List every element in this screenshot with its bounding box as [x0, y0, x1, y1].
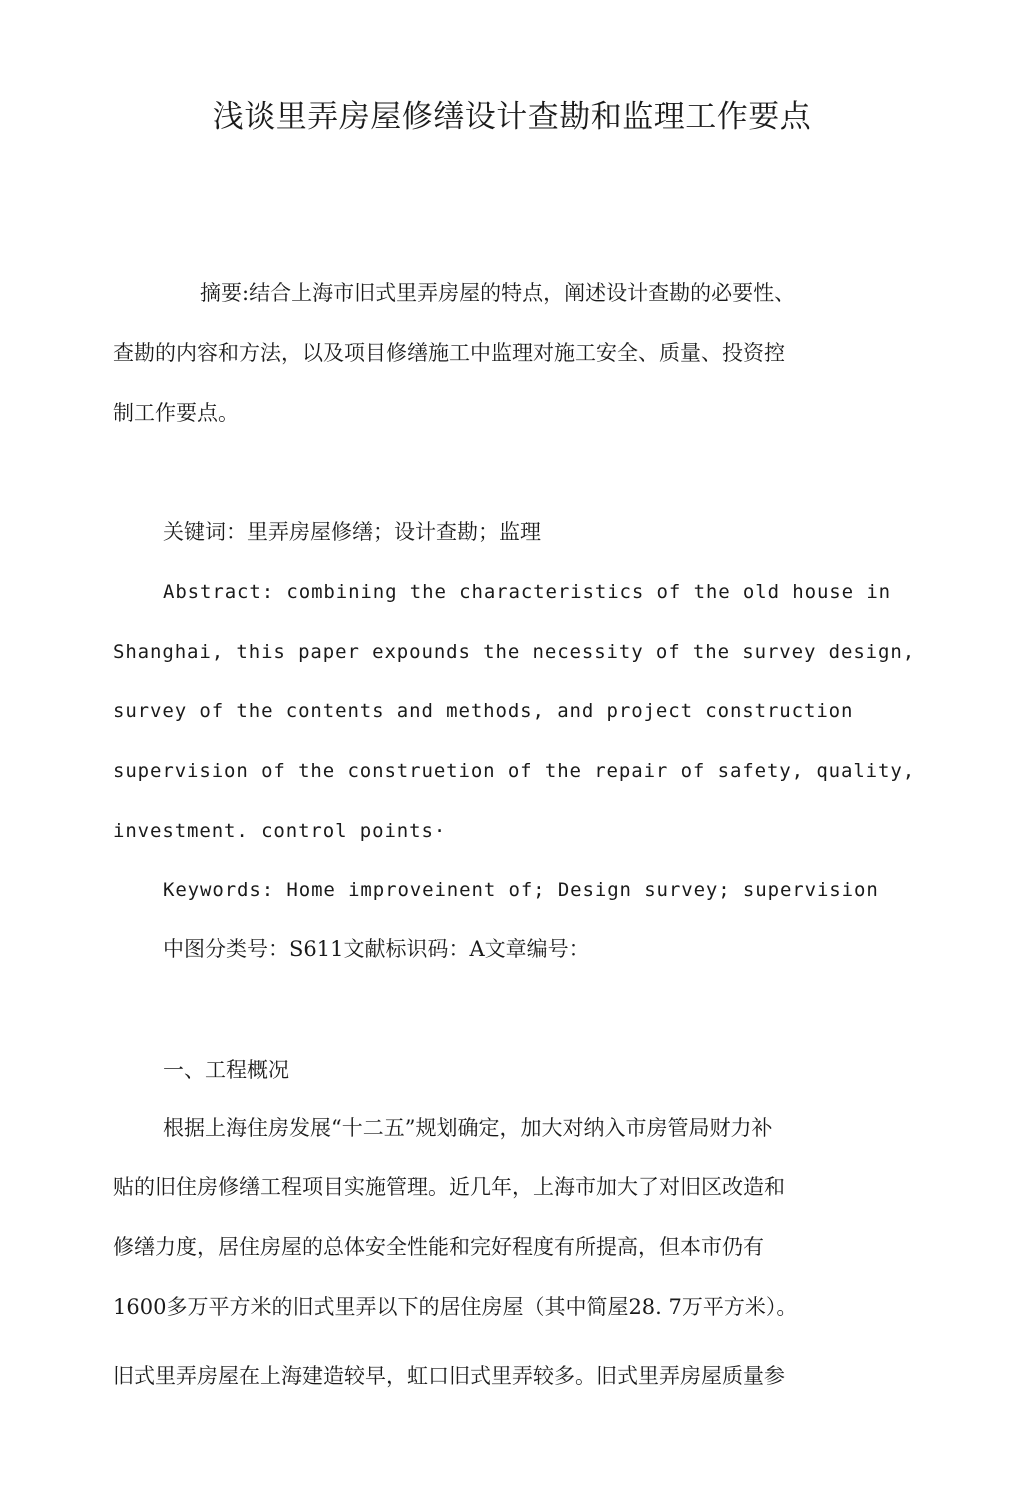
keywords-cn: 关键词：里弄房屋修缮；设计查勘；监理	[163, 520, 541, 544]
abstract-en-line-4: supervision of the construetion of the repair of safety, quality,	[113, 760, 916, 782]
section-1-line-2: 贴的旧住房修缮工程项目实施管理。近几年，上海市加大了对旧区改造和	[113, 1175, 785, 1199]
document-title: 浅谈里弄房屋修缮设计查勘和监理工作要点	[212, 99, 812, 135]
abstract-line-3: 制工作要点。	[113, 401, 239, 425]
abstract-en-line-3: survey of the contents and methods, and project construction	[113, 700, 854, 722]
abstract-line-1: 摘要:结合上海市旧式里弄房屋的特点，阐述设计查勘的必要性、	[200, 281, 796, 305]
classification-line: 中图分类号：S611文献标识码：A文章编号：	[163, 937, 590, 961]
abstract-en-line-5: investment. control points·	[113, 820, 447, 842]
section-1-line-1: 根据上海住房发展“十二五”规划确定，加大对纳入市房管局财力补	[163, 1116, 773, 1140]
section-1-line-5: 旧式里弄房屋在上海建造较早，虹口旧式里弄较多。旧式里弄房屋质量参	[113, 1364, 785, 1388]
keywords-en: Keywords: Home improveinent of; Design survey; supervision	[163, 879, 879, 901]
abstract-line-2: 查勘的内容和方法，以及项目修缮施工中监理对施工安全、质量、投资控	[113, 341, 785, 365]
section-1-line-3: 修缮力度，居住房屋的总体安全性能和完好程度有所提高，但本市仍有	[113, 1235, 764, 1259]
section-1-line-4: 1600多万平方米的旧式里弄以下的居住房屋（其中简屋28. 7万平方米）。	[113, 1295, 798, 1319]
abstract-en-line-2: Shanghai, this paper expounds the necessity of the survey design,	[113, 641, 916, 663]
abstract-en-line-1: Abstract: combining the characteristics of the old house in	[163, 581, 891, 603]
section-1-heading: 一、工程概况	[163, 1058, 289, 1082]
